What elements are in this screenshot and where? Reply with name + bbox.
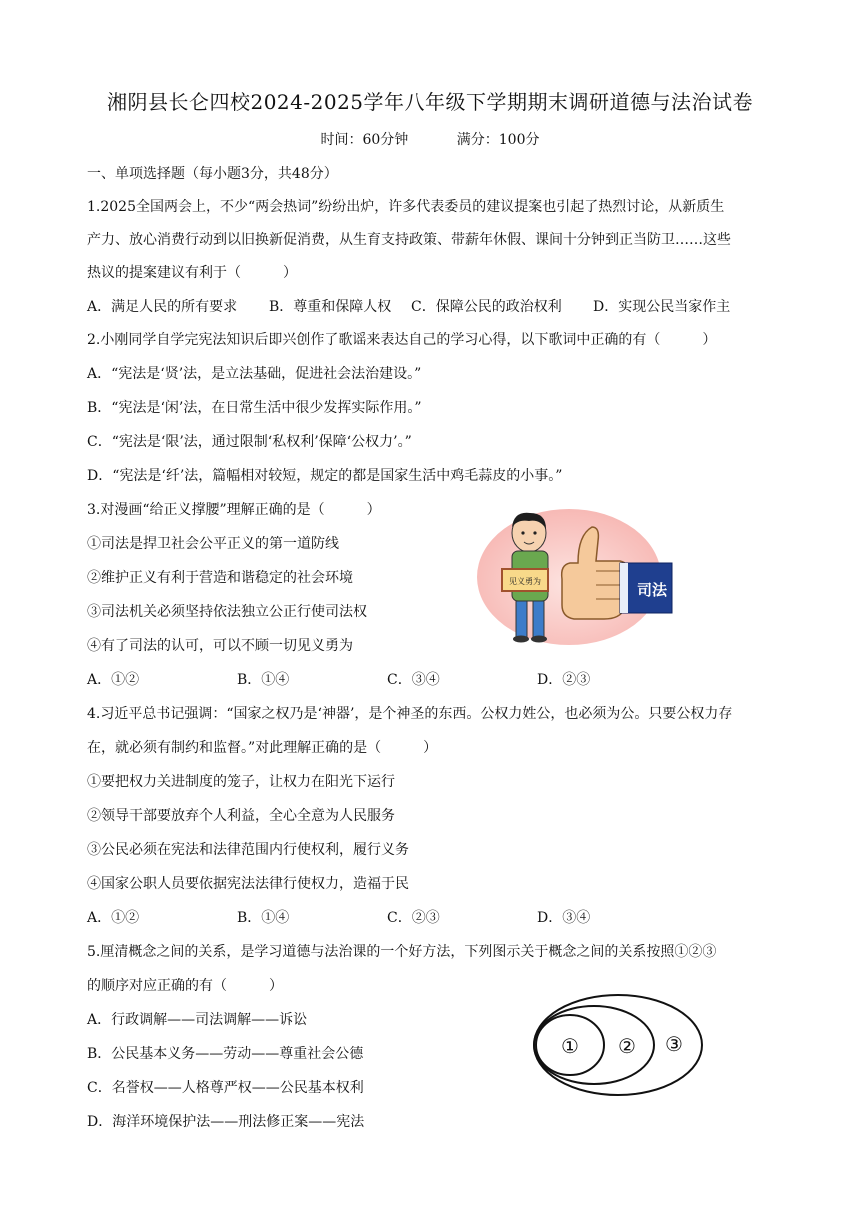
q1-stem-line1: 1.2025全国两会上，不少“两会热词”纷纷出炉，许多代表委员的建议提案也引起了热烈讨论，从新质生 (87, 199, 725, 215)
q2-option-d: D．“宪法是‘纤’法，篇幅相对较短，规定的都是国家生活中鸡毛蒜皮的小事。” (87, 468, 563, 484)
full-score: 满分：100分 (456, 132, 540, 148)
exam-info (0, 129, 860, 149)
q2-option-a: A．“宪法是‘贤’法，是立法基础，促进社会法治建设。” (87, 366, 422, 382)
q1-option-b: B．尊重和保障人权 (269, 299, 392, 315)
q3-option-d: D．②③ (537, 672, 591, 688)
q3-statement-2: ②维护正义有利于营造和谐稳定的社会环境 (87, 570, 353, 586)
circle-label-3: ③ (665, 1032, 683, 1056)
q5-option-d: D．海洋环境保护法——刑法修正案——宪法 (87, 1114, 365, 1130)
time-limit: 时间：60分钟 (320, 132, 409, 148)
exam-title: 湘阴县长仑四校2024-2025学年八年级下学期期末调研道德与法治试卷 (106, 90, 754, 114)
circle-label-2: ② (618, 1034, 636, 1058)
q4-option-a: A．①② (87, 910, 140, 926)
q2-option-b: B．“宪法是‘闲’法，在日常生活中很少发挥实际作用。” (87, 400, 422, 416)
q4-option-c: C．②③ (387, 910, 440, 926)
q5-stem-line1: 5.厘清概念之间的关系，是学习道德与法治课的一个好方法，下列图示关于概念之间的关系按照①②③ (87, 944, 717, 960)
circle-label-1: ① (561, 1034, 579, 1058)
q4-statement-1: ①要把权力关进制度的笼子，让权力在阳光下运行 (87, 774, 395, 790)
q3-option-c: C．③④ (387, 672, 440, 688)
section-heading: 一、单项选择题（每小题3分，共48分） (87, 166, 338, 182)
nested-circles-diagram (530, 990, 710, 1100)
q4-statement-4: ④国家公职人员要依据宪法法律行使权力，造福于民 (87, 876, 409, 892)
sleeve-label: 司法 (636, 581, 668, 599)
q4-option-d: D．③④ (537, 910, 591, 926)
justice-cartoon (474, 505, 674, 647)
q3-statement-3: ③司法机关必须坚持依法独立公正行使司法权 (87, 604, 367, 620)
q1-option-d: D．实现公民当家作主 (593, 299, 731, 315)
q3-statement-4: ④有了司法的认可，可以不顾一切见义勇为 (87, 638, 353, 654)
q1-option-a: A．满足人民的所有要求 (87, 299, 238, 315)
certificate (502, 569, 548, 591)
q5-stem-line2: 的顺序对应正确的有（ ） (87, 978, 283, 994)
q5-option-a: A．行政调解——司法调解——诉讼 (87, 1012, 308, 1028)
middle-circle (534, 1006, 654, 1084)
q4-option-b: B．①④ (237, 910, 290, 926)
q2-stem: 2.小刚同学自学完宪法知识后即兴创作了歌谣来表达自己的学习心得，以下歌词中正确的有（ ） (87, 332, 717, 348)
q1-stem-line3: 热议的提案建议有利于（ ） (87, 265, 297, 281)
q2-option-c: C．“宪法是‘限’法，通过限制‘私权利’保障‘公权力’。” (87, 434, 412, 450)
q1-option-c: C．保障公民的政治权利 (411, 299, 562, 315)
judicial-sleeve (620, 563, 672, 613)
q5-option-c: C．名誉权——人格尊严权——公民基本权利 (87, 1080, 364, 1096)
q3-statement-1: ①司法是捍卫社会公平正义的第一道防线 (87, 536, 339, 552)
q4-statement-2: ②领导干部要放弃个人利益，全心全意为人民服务 (87, 808, 395, 824)
q4-statement-3: ③公民必须在宪法和法律范围内行使权利，履行义务 (87, 842, 409, 858)
q3-option-a: A．①② (87, 672, 140, 688)
certificate-text: 见义勇为 (509, 577, 541, 586)
q3-option-b: B．①④ (237, 672, 290, 688)
q4-stem-line1: 4.习近平总书记强调：“国家之权乃是‘神器’，是个神圣的东西。公权力姓公，也必须为公。只要公权力存 (87, 706, 733, 722)
q4-stem-line2: 在，就必须有制约和监督。”对此理解正确的是（ ） (87, 740, 438, 756)
q3-stem: 3.对漫画“给正义撑腰”理解正确的是（ ） (87, 502, 381, 518)
q5-option-b: B．公民基本义务——劳动——尊重社会公德 (87, 1046, 364, 1062)
q1-stem-line2: 产力、放心消费行动到以旧换新促消费，从生育支持政策、带薪年休假、课间十分钟到正当防卫……这些 (87, 232, 731, 248)
